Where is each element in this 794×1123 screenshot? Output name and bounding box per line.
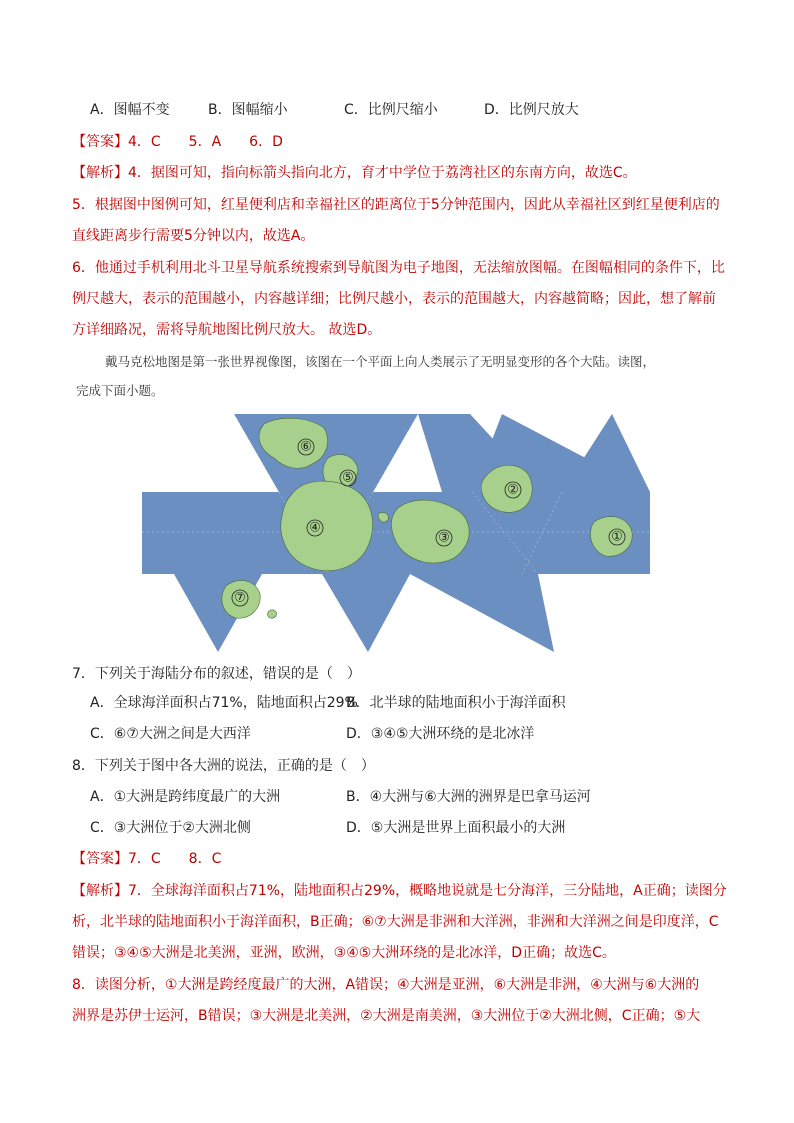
- analysis-text: 7．全球海洋面积占71%，陆地面积占29%，概略地说就是七分海洋，三分陆地，A正确；读图分: [128, 883, 727, 899]
- analysis2-line-4: 8．读图分析，①大洲是跨经度最广的大洲，A错误；④大洲是亚洲，⑥大洲是非洲，④大洲与⑥大洲的: [72, 977, 700, 993]
- continent-asia: [281, 481, 373, 571]
- option-a: A．图幅不变: [90, 102, 170, 118]
- q8-stem: 8．下列关于图中各大洲的说法，正确的是（ ）: [72, 758, 375, 774]
- ocean-facet: [322, 574, 410, 652]
- island-cluster: [268, 610, 277, 618]
- q7-option-a: A．全球海洋面积占71%，陆地面积占29%: [90, 695, 358, 711]
- analysis2-line-1: [72, 881, 727, 901]
- analysis-line-4: 6．他通过手机利用北斗卫星导航系统搜索到导航图为电子地图，无法缩放图幅。在图幅相同的条件下，比: [72, 260, 725, 276]
- analysis-text: 4．据图可知，指向标箭头指向北方，育才中学位于荔湾社区的东南方向，故选C。: [128, 165, 637, 181]
- answer-text: 7．C 8．C: [128, 851, 222, 867]
- answer-text: 4．C 5．A 6．D: [128, 134, 283, 150]
- analysis2-line-2: 析，北半球的陆地面积小于海洋面积，B正确；⑥⑦大洲是非洲和大洋洲，非洲和大洋洲之间是印度洋，C: [72, 914, 719, 930]
- q8-option-b: B．④大洲与⑥大洲的洲界是巴拿马运河: [346, 789, 591, 805]
- label-6: ⑥: [300, 439, 312, 455]
- analysis-line-6: 方详细路况，需将导航地图比例尺放大。 故选D。: [72, 322, 382, 338]
- q7-option-b: B．北半球的陆地面积小于海洋面积: [346, 695, 566, 711]
- answer-tag: 【答案】: [72, 851, 128, 867]
- analysis-tag: 【解析】: [72, 165, 128, 181]
- answer-block-2: [72, 849, 221, 869]
- ocean-facet: [410, 574, 554, 652]
- q8-option-c: C．③大洲位于②大洲北侧: [90, 820, 251, 836]
- q7-option-c: C．⑥⑦大洲之间是大西洋: [90, 726, 251, 742]
- option-c: C．比例尺缩小: [344, 102, 438, 118]
- analysis2-line-3: 错误；③④⑤大洲是北美洲，亚洲，欧洲，③④⑤大洲环绕的是北冰洋，D正确；故选C。: [72, 945, 616, 961]
- q7-option-d: D．③④⑤大洲环绕的是北冰洋: [346, 726, 535, 742]
- label-2: ②: [507, 482, 519, 498]
- intro-line-1: 戴马克松地图是第一张世界视像图，该图在一个平面上向人类展示了无明显变形的各个大陆。读图，: [105, 354, 656, 369]
- analysis-line-1: [72, 163, 637, 183]
- analysis-tag: 【解析】: [72, 883, 128, 899]
- option-d: D．比例尺放大: [484, 102, 579, 118]
- q8-option-d: D．⑤大洲是世界上面积最小的大洲: [346, 820, 566, 836]
- analysis-line-3: 直线距离步行需要5分钟以内，故选A。: [72, 228, 315, 244]
- label-3: ③: [438, 530, 450, 546]
- dymaxion-map: [142, 412, 652, 654]
- analysis-line-2: 5．根据图中图例可知，红星便利店和幸福社区的距离位于5分钟范围内，因此从幸福社区到红星便利店的: [72, 197, 720, 213]
- label-4: ④: [309, 520, 321, 536]
- q8-option-a: A．①大洲是跨纬度最广的大洲: [90, 789, 281, 805]
- analysis2-line-5: 洲界是苏伊士运河，B错误；③大洲是北美洲，②大洲是南美洲，③大洲位于②大洲北侧，C正确；⑤大: [72, 1008, 701, 1024]
- label-1: ①: [611, 529, 623, 545]
- label-7: ⑦: [234, 590, 246, 606]
- option-b: B．图幅缩小: [208, 102, 288, 118]
- answer-block-1: [72, 132, 283, 152]
- q7-stem: 7．下列关于海陆分布的叙述，错误的是（ ）: [72, 666, 361, 682]
- label-5: ⑤: [342, 470, 354, 486]
- intro-line-2: 完成下面小题。: [76, 383, 164, 398]
- analysis-line-5: 例尺越大，表示的范围越小，内容越详细；比例尺越小，表示的范围越大，内容越简略；因此，想了解前: [72, 291, 716, 307]
- answer-tag: 【答案】: [72, 134, 128, 150]
